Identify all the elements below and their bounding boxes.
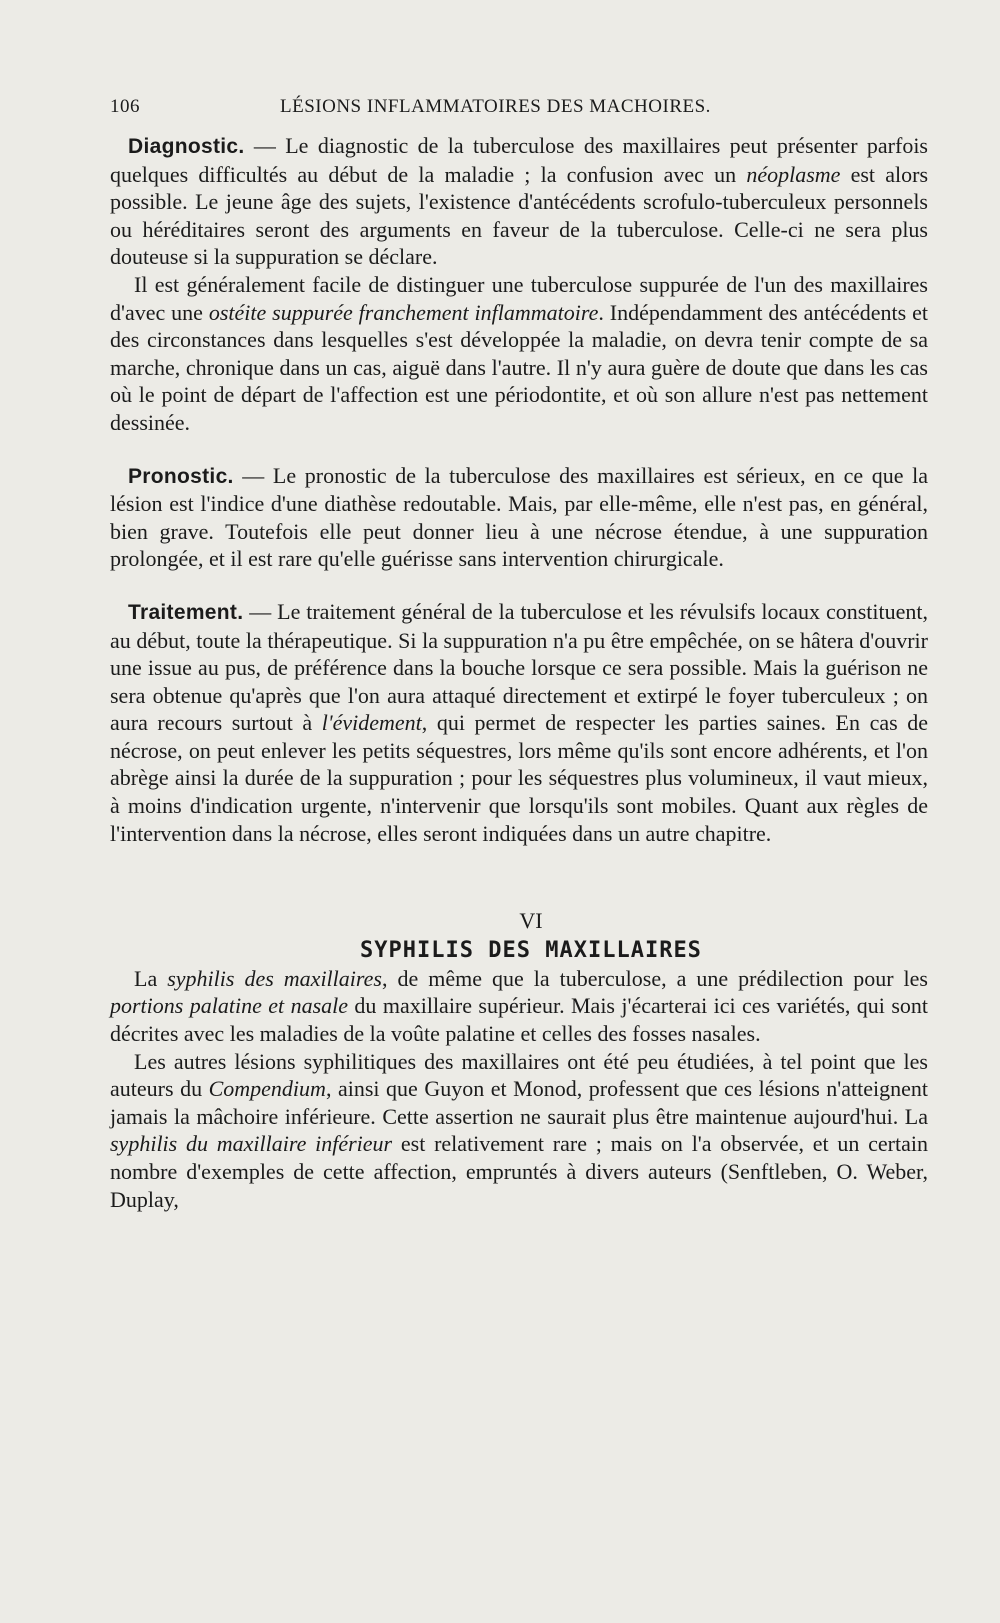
italic-term: néoplasme: [746, 161, 841, 187]
text-run: La: [134, 965, 168, 991]
spacer: [110, 847, 928, 907]
italic-term: ostéite suppurée franchement inflammatoire: [208, 299, 599, 325]
running-title: LÉSIONS INFLAMMATOIRES DES MACHOIRES.: [280, 96, 711, 117]
italic-term: portions palatine et nasale: [110, 993, 349, 1019]
text-run: , ainsi que Guyon et Monod, professent que ces lésions n'atteignent jamais la mâchoire inférieure. Cette assertion ne saurait plus être maintenue aujourd'hui. La: [110, 1076, 929, 1129]
text-run: est relativement rare ; mais on l'a observée, et un certain nombre d'exemples de cette affection, empruntés à divers auteurs (Senftleben, O. Weber, Duplay,: [110, 1131, 928, 1212]
italic-term: syphilis du maxillaire inférieur: [110, 1131, 393, 1157]
text-run: — Le pronostic de la tuberculose des maxillaires est sérieux, en ce que la lésion est l'indice d'une diathèse redoutable. Mais, par elle-même, elle n'est pas, en général, bien grave. Toutefois elle peut donner lieu à une nécrose étendue, à une suppuration prolongée, et il est rare qu'elle guérisse sans intervention chirurgicale.: [110, 462, 928, 572]
text-run: du maxillaire supérieur. Mais j'écarterai ici ces variétés, qui sont décrites avec les maladies de la voûte palatine et celles des fosses nasales.: [110, 993, 929, 1047]
pronostic-paragraph: [110, 462, 928, 573]
italic-term: syphilis des maxillaires: [167, 965, 382, 991]
italic-term: Compendium: [208, 1076, 326, 1102]
running-header: [110, 96, 928, 132]
spacer: [110, 573, 928, 598]
body-text: [110, 132, 928, 1213]
section-title: SYPHILIS DES MAXILLAIRES: [360, 938, 702, 964]
traitement-heading: Traitement.: [128, 600, 244, 624]
diagnostic-paragraph-2: [110, 271, 928, 437]
diagnostic-heading: Diagnostic.: [128, 135, 245, 158]
syphilis-paragraph-1: [110, 965, 928, 1048]
italic-term: l'évidement: [321, 710, 422, 736]
text-run: , de même que la tuberculose, a une prédilection pour les: [381, 965, 928, 991]
spacer: [110, 437, 928, 462]
text-run: . Indépendamment des antécédents et des circonstances dans lesquelles s'est développée la maladie, on devra tenir compte de sa marche, chronique dans un cas, aiguë dans l'autre. Il n'y aura guère de doute que dans les cas où le point de départ de l'affection est une périodontite, et où son allure n'est pas nettement dessinée.: [110, 299, 928, 435]
text-run: , qui permet de respecter les parties saines. En cas de nécrose, on peut enlever les petits séquestres, lors même qu'ils sont encore adhérents, et l'on abrège ainsi la durée de la suppuration ; pour les séquestres plus volumineux, il vaut mieux, à moins d'indication urgente, n'intervenir que lorsqu'ils sont mobiles. Quant aux règles de l'intervention dans la nécrose, elles seront indiquées dans un autre chapitre.: [110, 710, 928, 846]
text-run: Les autres lésions syphilitiques des maxillaires ont été peu étudiées, à tel point que les auteurs du: [110, 1048, 928, 1102]
text-run: Il est généralement facile de distinguer une tuberculose suppurée de l'un des maxillaires d'avec une: [110, 271, 928, 325]
pronostic-heading: Pronostic.: [128, 464, 234, 488]
page-number: 106: [110, 96, 140, 117]
text-run: — Le diagnostic de la tuberculose des maxillaires peut présenter parfois quelques difficultés au début de la maladie ; la confusion avec un: [110, 133, 928, 187]
section-number: VI: [519, 908, 543, 934]
traitement-paragraph: [110, 598, 928, 847]
text-run: — Le traitement général de la tuberculose et les révulsifs locaux constituent, au début, toute la thérapeutique. Si la suppuration n'a pu être empêchée, on se hâtera d'ouvrir une issue au pus, de préférence dans la bouche lorsque ce sera possible. Mais la guérison ne sera obtenue qu'après que l'on aura attaqué directement et extirpé le foyer tuberculeux ; on aura recours surtout à: [110, 598, 928, 736]
syphilis-paragraph-2: [110, 1048, 928, 1214]
text-run: est alors possible. Le jeune âge des sujets, l'existence d'antécédents scrofulo-tuberculeux personnels ou héréditaires seront des arguments en faveur de la tuberculose. Celle-ci ne sera plus douteuse si la suppuration se déclare.: [110, 161, 928, 270]
diagnostic-paragraph-1: [110, 132, 928, 271]
